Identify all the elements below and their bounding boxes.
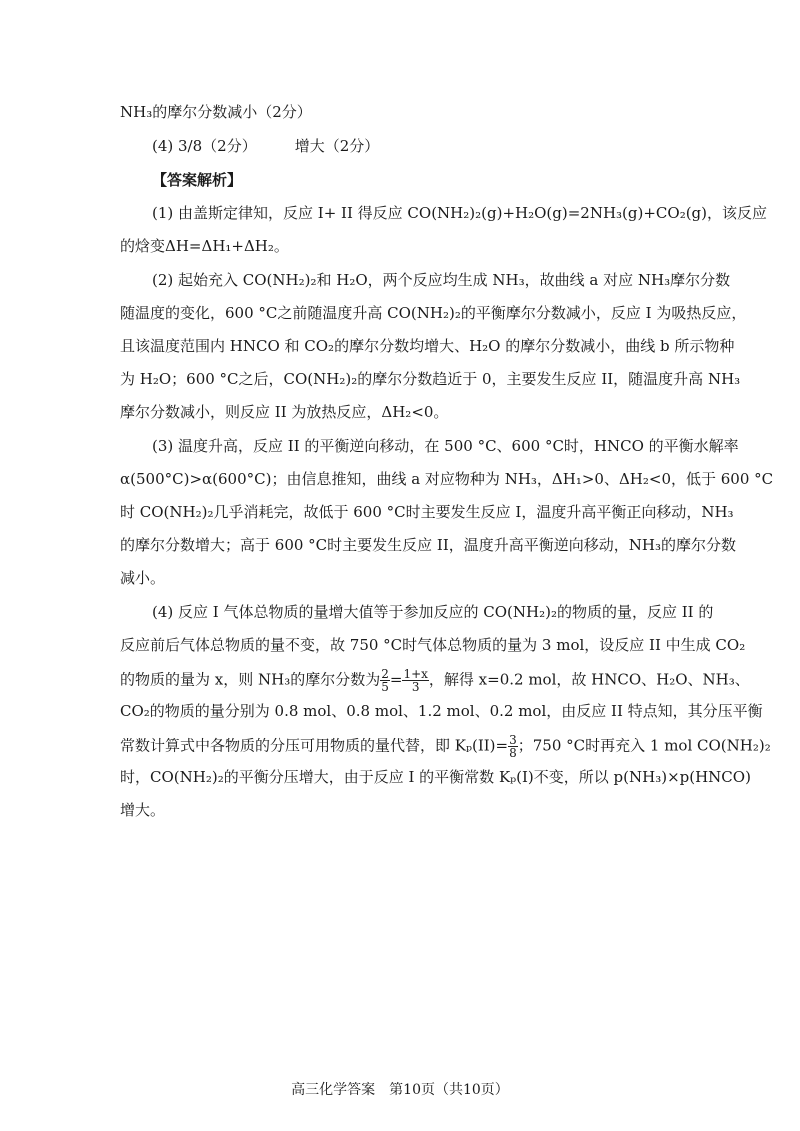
text-line: (2) 起始充入 CO(NH₂)₂和 H₂O，两个反应均生成 NH₃，故曲线 a 对应 NH₃摩尔分数 — [152, 271, 731, 289]
text-line: NH₃的摩尔分数减小（2分） — [120, 103, 312, 121]
fraction: $\frac{2}{5}$ — [381, 667, 389, 694]
text-line: 随温度的变化，600 °C之前随温度升高 CO(NH₂)₂的平衡摩尔分数减小，反应 I 为吸热反应， — [120, 304, 747, 322]
text-segment: ，解得 x=0.2 mol，故 HNCO、H₂O、NH₃、 — [428, 670, 750, 689]
text-segment: 的物质的量为 x，则 NH₃的摩尔分数为 — [120, 670, 381, 689]
text-line: 时 CO(NH₂)₂几乎消耗完，故低于 600 °C时主要发生反应 I，温度升高平衡正向移动，NH₃ — [120, 503, 734, 521]
text-line — [120, 733, 771, 760]
text-line: 且该温度范围内 HNCO 和 CO₂的摩尔分数均增大、H₂O 的摩尔分数减小，曲线 b 所示物种 — [120, 337, 735, 355]
answer-part-4: (4) 3/8（2分） — [152, 137, 257, 155]
text-line: (4) 反应 I 气体总物质的量增大值等于参加反应的 CO(NH₂)₂的物质的量，反应 II 的 — [152, 603, 714, 621]
fraction: $\frac{3}{8}$ — [509, 733, 517, 760]
text-segment: ；750 °C时再充入 1 mol CO(NH₂)₂ — [517, 736, 771, 755]
text-line: 摩尔分数减小，则反应 II 为放热反应，ΔH₂<0。 — [120, 403, 449, 421]
fraction: $\frac{1+x}{3}$ — [403, 667, 428, 694]
text-line — [152, 136, 680, 156]
text-line: (3) 温度升高，反应 II 的平衡逆向移动，在 500 °C、600 °C时，HNCO 的平衡水解率 — [152, 437, 739, 455]
section-heading: 【答案解析】 — [152, 171, 243, 189]
text-segment: 常数计算式中各物质的分压可用物质的量代替，即 Kₚ(II)= — [120, 736, 509, 755]
text-line: (1) 由盖斯定律知，反应 I+ II 得反应 CO(NH₂)₂(g)+H₂O(g)=2NH₃(g)+CO₂(g)，该反应 — [152, 204, 768, 222]
text-line: 反应前后气体总物质的量不变，故 750 °C时气体总物质的量为 3 mol，设反应 II 中生成 CO₂ — [120, 636, 746, 654]
text-line: 的焓变ΔH=ΔH₁+ΔH₂。 — [120, 237, 289, 255]
text-line: 的物质的量为 x，则 NH₃的摩尔分数为 $\frac{2}{5}$ = $\frac{1+x}{3}$ ，解得 x=0.2 mol，故 HNCO、H₂O、NH₃、 — [120, 667, 750, 694]
text-line: 的摩尔分数增大；高于 600 °C时主要发生反应 II，温度升高平衡逆向移动，NH₃的摩尔分数 — [120, 536, 736, 554]
text-line: α(500°C)>α(600°C)；由信息推知，曲线 a 对应物种为 NH₃，ΔH₁>0、ΔH₂<0，低于 600 °C — [120, 470, 774, 488]
text-line: 减小。 — [120, 569, 166, 587]
text-line: 为 H₂O；600 °C之后，CO(NH₂)₂的摩尔分数趋近于 0，主要发生反应 II，随温度升高 NH₃ — [120, 370, 741, 388]
text-line: 增大。 — [120, 801, 166, 819]
text-line: 时，CO(NH₂)₂的平衡分压增大，由于反应 I 的平衡常数 Kₚ(I)不变，所以 p(NH₃)×p(HNCO) — [120, 768, 751, 786]
text-line: CO₂的物质的量分别为 0.8 mol、0.8 mol、1.2 mol、0.2 mol，由反应 II 特点知，其分压平衡 — [120, 702, 763, 720]
page-footer: 高三化学答案 第10页（共10页） — [291, 1082, 509, 1098]
answer-part-4b: 增大（2分） — [294, 137, 380, 155]
